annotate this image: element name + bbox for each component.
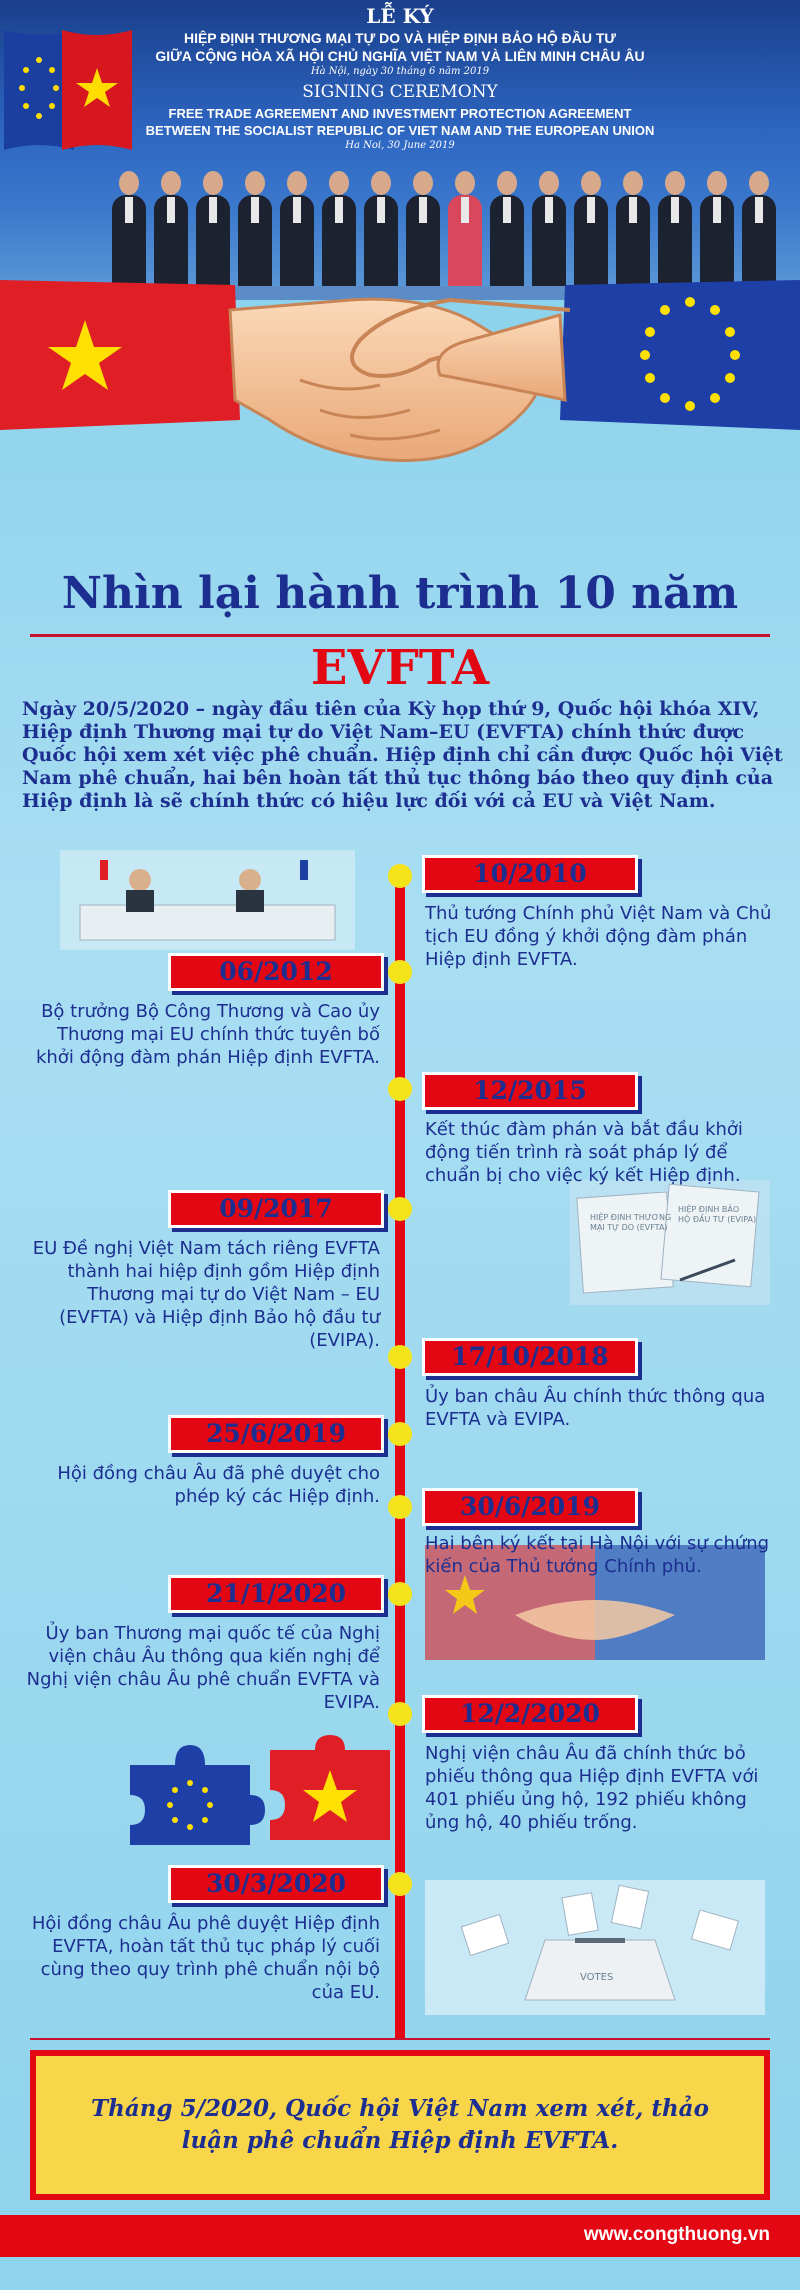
timeline-date: 17/10/2018 [422,1338,638,1376]
timeline-date: 09/2017 [168,1190,384,1228]
timeline-text: Hai bên ký kết tại Hà Nội với sự chứng kiến của Thủ tướng Chính phủ. [425,1533,770,1577]
vietnam-flag-icon [0,280,240,430]
page-subtitle: EVFTA [310,640,490,696]
ballot-box-icon [425,1880,765,2015]
timeline-text: Ủy ban châu Âu chính thức thông qua EVFTA và EVIPA. [425,1386,766,1430]
timeline-date: 12/2/2020 [422,1695,638,1733]
title-divider [30,634,770,637]
header-ceremony-date: Ha Noi, 30 June 2019 [345,140,455,151]
timeline-text: Hội đồng châu Âu đã phê duyệt cho phép ký các Hiệp định. [57,1463,380,1507]
timeline-dot [388,1345,412,1369]
header-le-ky-date: Hà Nội, ngày 30 tháng 6 năm 2019 [310,66,490,77]
timeline-text: Nghị viện châu Âu đã chính thức bỏ phiếu thông qua Hiệp định EVFTA với 401 phiếu ủng hộ, 192 phiếu không ủng hộ, 40 phiếu trống. [425,1743,759,1833]
conclusion-box [30,2050,770,2200]
timeline-dot [388,1422,412,1446]
doc-label-evipa: HIỆP ĐỊNH BẢO [678,1205,740,1214]
header-ceremony: SIGNING CEREMONY [302,82,498,102]
timeline-text: Ủy ban Thương mại quốc tế của Nghị viện châu Âu thông qua kiến nghị để Nghị viện châu Âu phê chuẩn EVFTA và EVIPA. [26,1623,380,1713]
conclusion-divider [30,2038,770,2040]
timeline-dot [388,1077,412,1101]
ballot-label: VOTES [580,1972,614,1983]
doc-label-evfta: HIỆP ĐỊNH THƯƠNG [590,1213,672,1222]
timeline-text: Thủ tướng Chính phủ Việt Nam và Chủ tịch EU đồng ý khởi động đàm phán Hiệp định EVFTA. [425,903,772,970]
svg-text:MẠI TỰ DO (EVFTA): MẠI TỰ DO (EVFTA) [590,1223,668,1232]
timeline-text: EU Đề nghị Việt Nam tách riêng EVFTA thành hai hiệp định gồm Hiệp định Thương mại tự do Việt Nam – EU (EVFTA) và Hiệp định Bảo hộ đầu tư (EVIPA). [32,1238,380,1351]
timeline-date: 25/6/2019 [168,1415,384,1453]
timeline-text: Hội đồng châu Âu phê duyệt Hiệp định EVFTA, hoàn tất thủ tục pháp lý cuối cùng theo quy trình phê chuẩn nội bộ của EU. [31,1913,380,2003]
header-le-ky: LỄ KÝ [366,4,434,28]
timeline-dot [388,960,412,984]
header-le-ky-line1: HIỆP ĐỊNH THƯƠNG MẠI TỰ DO VÀ HIỆP ĐỊNH BẢO HỘ ĐẦU TƯ [183,30,617,46]
timeline-axis [395,872,405,2040]
footer-bar [0,2215,800,2257]
intro-paragraph: Ngày 20/5/2020 – ngày đầu tiên của Kỳ họp thứ 9, Quốc hội khóa XIV, Hiệp định Thương mại tự do Việt Nam–EU (EVFTA) chính thức được Quốc hội xem xét việc phê chuẩn. Hiệp định chỉ cần được Quốc hội Việt Nam phê chuẩn, hai bên hoàn tất thủ tục thông báo theo quy định của Hiệp định là sẽ chính thức có hiệu lực đối với cả EU và Việt Nam. [22,698,783,812]
timeline-dot [388,864,412,888]
timeline-dot [388,1582,412,1606]
page-title: Nhìn lại hành trình 10 năm [61,568,739,619]
puzzle-icon [125,1735,395,1850]
footer-website-link[interactable]: www.congthuong.vn [583,2224,770,2245]
timeline-dot [388,1495,412,1519]
handshake-icon [230,299,570,460]
header-photo [0,0,800,300]
timeline-date: 30/6/2019 [422,1488,638,1526]
timeline-dot [388,1702,412,1726]
svg-text:HỘ ĐẦU TƯ (EVIPA): HỘ ĐẦU TƯ (EVIPA) [678,1215,757,1224]
header-le-ky-line2: GIỮA CỘNG HÒA XÃ HỘI CHỦ NGHĨA VIỆT NAM VÀ LIÊN MINH CHÂU ÂU [155,48,645,64]
timeline-text: Bộ trưởng Bộ Công Thương và Cao ủy Thương mại EU chính thức tuyên bố khởi động đàm phán Hiệp định EVFTA. [35,1001,380,1068]
header-ceremony-line1: FREE TRADE AGREEMENT AND INVESTMENT PROTECTION AGREEMENT [168,106,632,121]
timeline-dot [388,1197,412,1221]
timeline-date: 21/1/2020 [168,1575,384,1613]
meeting-illustration [60,850,355,950]
conclusion-text: Tháng 5/2020, Quốc hội Việt Nam xem xét, thảo luận phê chuẩn Hiệp định EVFTA. [91,2095,709,2154]
timeline-date: 10/2010 [422,855,638,893]
timeline-date: 30/3/2020 [168,1865,384,1903]
timeline-dot [388,1872,412,1896]
handshake-banner [0,280,800,480]
timeline-text: Kết thúc đàm phán và bắt đầu khởi động tiến trình rà soát pháp lý để chuẩn bị cho việc ký kết Hiệp định. [425,1119,743,1186]
timeline-date: 06/2012 [168,953,384,991]
eu-flag-icon [560,280,800,430]
timeline-date: 12/2015 [422,1072,638,1110]
documents-illustration [570,1180,770,1305]
header-ceremony-line2: BETWEEN THE SOCIALIST REPUBLIC OF VIET NAM AND THE EUROPEAN UNION [145,123,655,138]
